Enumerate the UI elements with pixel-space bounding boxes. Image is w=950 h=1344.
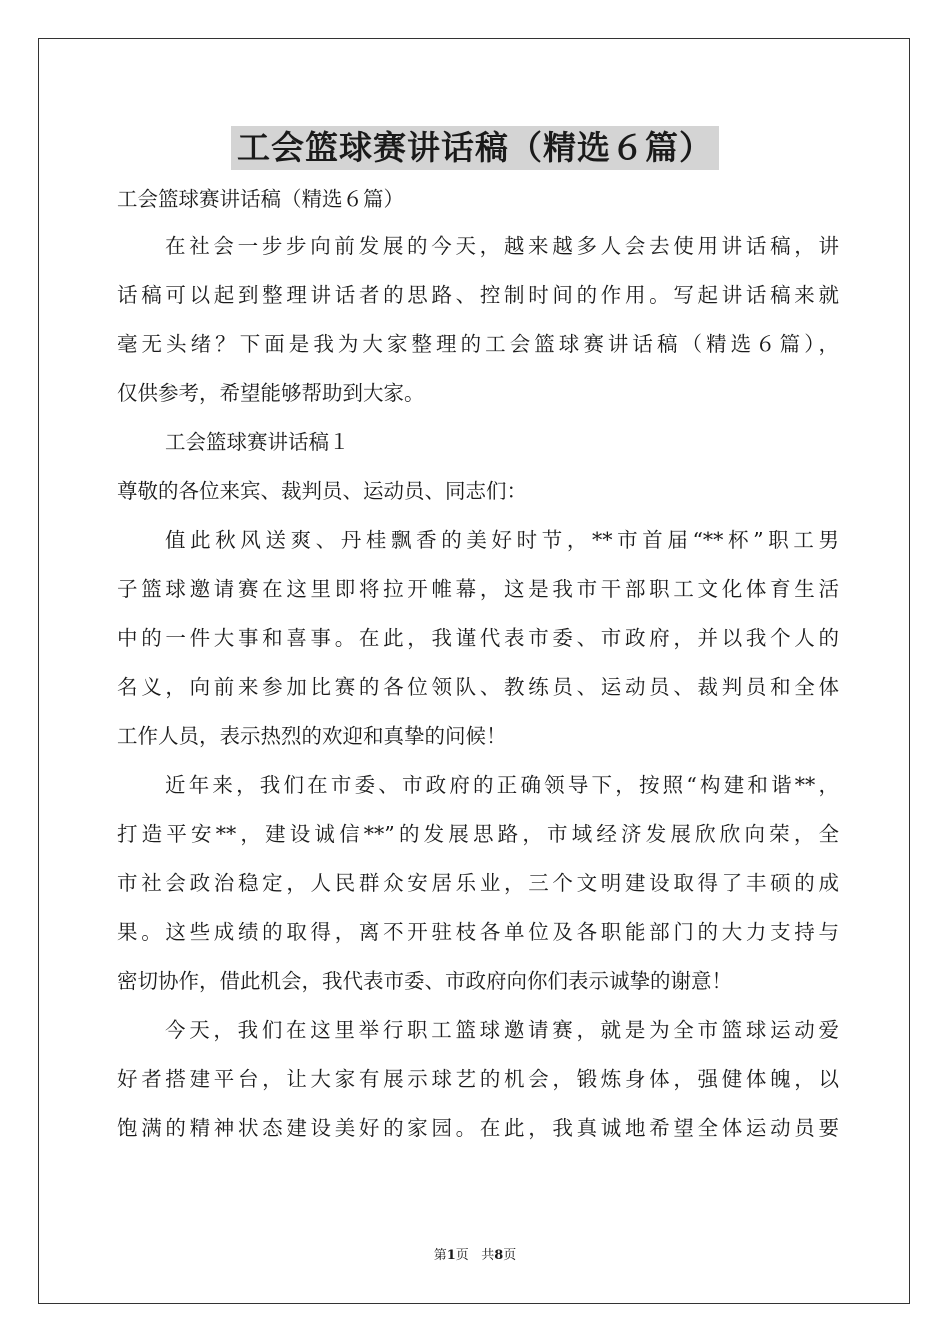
total-prefix: 共 [481,1248,495,1263]
text-line: 尊敬的各位来宾、裁判员、运动员、同志们： [117,479,527,503]
text-line: 中的一件大事和喜事。在此，我谨代表市委、市政府，并以我个人的 [117,626,839,650]
page-prefix: 第 [433,1248,447,1263]
text-line: 名义，向前来参加比赛的各位领队、教练员、运动员、裁判员和全体 [117,675,839,699]
text-line: 饱满的精神状态建设美好的家园。在此，我真诚地希望全体运动员要 [117,1116,839,1140]
page-suffix: 页 [455,1248,469,1263]
total-suffix: 页 [503,1248,517,1263]
text-line: 工会篮球赛讲话稿１ [165,430,350,454]
text-line: 工作人员，表示热烈的欢迎和真挚的问候！ [117,724,507,748]
text-line: 话稿可以起到整理讲话者的思路、控制时间的作用。写起讲话稿来就 [117,283,839,307]
text-line: 市社会政治稳定，人民群众安居乐业，三个文明建设取得了丰硕的成 [117,871,839,895]
text-line: 好者搭建平台，让大家有展示球艺的机会，锻炼身体，强健体魄，以 [117,1067,839,1091]
text-line: 打造平安**，建设诚信**”的发展思路，市域经济发展欣欣向荣，全 [117,822,839,846]
text-line: 今天，我们在这里举行职工篮球邀请赛，就是为全市篮球运动爱 [165,1018,839,1042]
title-container [0,126,950,170]
paragraph-lines [117,222,839,1153]
text-line: 密切协作，借此机会，我代表市委、市政府向你们表示诚挚的谢意！ [117,969,732,993]
document-body [117,176,839,1153]
text-line: 值此秋风送爽、丹桂飘香的美好时节，**市首届“**杯”职工男 [165,528,839,552]
text-line: 子篮球邀请赛在这里即将拉开帷幕，这是我市干部职工文化体育生活 [117,577,839,601]
document-subtitle: 工会篮球赛讲话稿（精选６篇） [117,187,404,211]
page-current: 1 [446,1248,456,1263]
text-line: 果。这些成绩的取得，离不开驻枝各单位及各职能部门的大力支持与 [117,920,839,944]
page-footer [0,1244,950,1263]
text-line: 仅供参考，希望能够帮助到大家。 [117,381,425,405]
text-line: 在社会一步步向前发展的今天，越来越多人会去使用讲话稿，讲 [165,234,839,258]
document-title: 工会篮球赛讲话稿（精选６篇） [231,126,719,170]
text-line: 毫无头绪？下面是我为大家整理的工会篮球赛讲话稿（精选６篇）， [117,332,839,356]
text-line: 近年来，我们在市委、市政府的正确领导下，按照“构建和谐**， [165,773,839,797]
page-total: 8 [494,1248,504,1263]
